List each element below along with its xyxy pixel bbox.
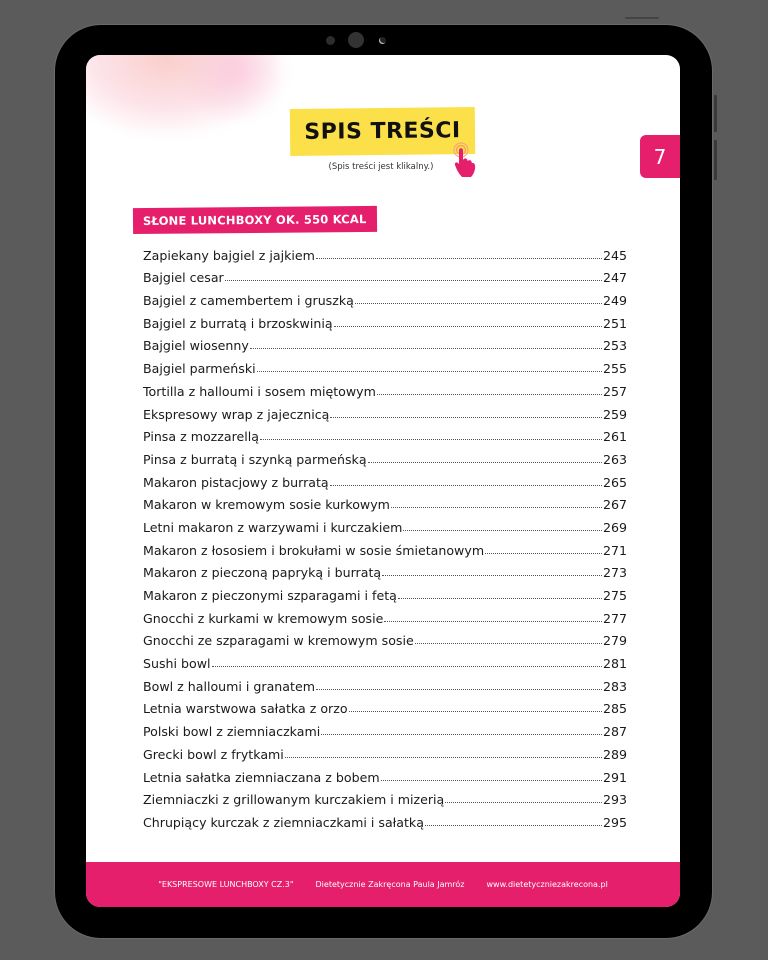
- toc-page-number: 245: [602, 247, 627, 263]
- page-title: SPIS TREŚCI: [304, 118, 461, 145]
- toc-item[interactable]: Polski bowl z ziemniaczkami 287: [143, 724, 627, 740]
- toc-item[interactable]: Bajgiel cesar 247: [143, 270, 627, 286]
- toc-item[interactable]: Bowl z halloumi i granatem 283: [143, 678, 627, 694]
- dot-leader: [330, 485, 602, 486]
- toc-item[interactable]: Makaron z łososiem i brokułami w sosie śmietanowym 271: [143, 542, 627, 558]
- toc-item[interactable]: Makaron pistacjowy z burratą 265: [143, 474, 627, 490]
- table-of-contents: [143, 240, 627, 830]
- toc-item[interactable]: Tortilla z halloumi i sosem miętowym 257: [143, 383, 627, 399]
- toc-page-number: 263: [602, 451, 627, 467]
- toc-page-number: 285: [602, 701, 627, 717]
- dot-leader: [425, 825, 602, 826]
- toc-page-number: 251: [602, 315, 627, 331]
- toc-page-number: 259: [602, 406, 627, 422]
- hand-pointer-icon: [452, 142, 478, 180]
- dot-leader: [250, 348, 602, 349]
- document-page: [86, 55, 680, 907]
- page-number-tab: 7: [640, 135, 680, 178]
- dot-leader: [382, 575, 602, 576]
- dot-leader: [212, 666, 602, 667]
- toc-item[interactable]: Bajgiel z burratą i brzoskwinią 251: [143, 315, 627, 331]
- dot-leader: [260, 439, 602, 440]
- toc-item[interactable]: Bajgiel wiosenny 253: [143, 338, 627, 354]
- dot-leader: [391, 507, 602, 508]
- page-subtitle: (Spis treści jest klikalny.): [328, 162, 434, 172]
- dot-leader: [225, 280, 602, 281]
- toc-item[interactable]: Letnia sałatka ziemniaczana z bobem 291: [143, 769, 627, 785]
- toc-page-number: 267: [602, 497, 627, 513]
- toc-item[interactable]: Makaron z pieczoną papryką i burratą 273: [143, 565, 627, 581]
- dot-leader: [321, 734, 602, 735]
- toc-page-number: 295: [602, 814, 627, 830]
- watercolor-decoration-2: [181, 55, 291, 125]
- toc-page-number: 265: [602, 474, 627, 490]
- toc-page-number: 257: [602, 383, 627, 399]
- footer-author: Dietetycznie Zakręcona Paula Jamróz: [315, 880, 465, 889]
- dot-leader: [334, 326, 602, 327]
- toc-page-number: 281: [602, 656, 627, 672]
- toc-item[interactable]: Zapiekany bajgiel z jajkiem 245: [143, 247, 627, 263]
- dot-leader: [330, 417, 602, 418]
- title-banner: [290, 107, 475, 156]
- light-sensor-icon: [379, 37, 386, 44]
- toc-page-number: 277: [602, 610, 627, 626]
- section-heading: SŁONE LUNCHBOXY OK. 550 KCAL: [133, 206, 377, 234]
- tablet-volume-up-button: [714, 95, 717, 132]
- tablet-top-button: [625, 17, 659, 19]
- dot-leader: [349, 711, 602, 712]
- page-footer: [86, 862, 680, 907]
- footer-book-title: "EKSPRESOWE LUNCHBOXY CZ.3": [158, 880, 294, 889]
- toc-item[interactable]: Ziemniaczki z grillowanym kurczakiem i mizerią 293: [143, 792, 627, 808]
- toc-item[interactable]: Gnocchi ze szparagami w kremowym sosie 279: [143, 633, 627, 649]
- toc-item[interactable]: Bajgiel z camembertem i gruszką 249: [143, 293, 627, 309]
- toc-item[interactable]: Chrupiący kurczak z ziemniaczkami i sałatką 295: [143, 814, 627, 830]
- toc-item[interactable]: Letnia warstwowa sałatka z orzo 285: [143, 701, 627, 717]
- toc-page-number: 271: [602, 542, 627, 558]
- toc-item[interactable]: Sushi bowl 281: [143, 656, 627, 672]
- dot-leader: [445, 802, 602, 803]
- toc-item[interactable]: Ekspresowy wrap z jajecznicą 259: [143, 406, 627, 422]
- dot-leader: [384, 621, 602, 622]
- toc-page-number: 249: [602, 293, 627, 309]
- toc-item[interactable]: Bajgiel parmeński 255: [143, 361, 627, 377]
- dot-leader: [285, 757, 602, 758]
- toc-page-number: 273: [602, 565, 627, 581]
- dot-leader: [316, 258, 602, 259]
- toc-page-number: 255: [602, 361, 627, 377]
- tablet-volume-down-button: [714, 140, 717, 180]
- dot-leader: [257, 371, 602, 372]
- toc-page-number: 253: [602, 338, 627, 354]
- dot-leader: [398, 598, 602, 599]
- toc-item[interactable]: Pinsa z burratą i szynką parmeńską 263: [143, 451, 627, 467]
- dot-leader: [485, 553, 602, 554]
- toc-page-number: 261: [602, 429, 627, 445]
- toc-item[interactable]: Pinsa z mozzarellą 261: [143, 429, 627, 445]
- toc-item[interactable]: Grecki bowl z frytkami 289: [143, 746, 627, 762]
- toc-page-number: 293: [602, 792, 627, 808]
- toc-page-number: 269: [602, 519, 627, 535]
- dot-leader: [403, 530, 602, 531]
- dot-leader: [377, 394, 602, 395]
- toc-page-number: 275: [602, 588, 627, 603]
- dot-leader: [355, 303, 602, 304]
- toc-page-number: 291: [602, 769, 627, 785]
- toc-page-number: 279: [602, 633, 627, 649]
- footer-website[interactable]: www.dietetyczniezakrecona.pl: [486, 880, 608, 889]
- dot-leader: [368, 462, 602, 463]
- dot-leader: [316, 689, 602, 690]
- toc-item[interactable]: Makaron w kremowym sosie kurkowym 267: [143, 497, 627, 513]
- toc-page-number: 247: [602, 270, 627, 286]
- toc-item[interactable]: Makaron z pieczonymi szparagami i fetą 275: [143, 588, 627, 603]
- toc-item[interactable]: Letni makaron z warzywami i kurczakiem 269: [143, 519, 627, 535]
- toc-item[interactable]: Gnocchi z kurkami w kremowym sosie 277: [143, 610, 627, 626]
- dot-leader: [415, 643, 602, 644]
- camera-icon: [348, 32, 364, 48]
- toc-page-number: 289: [602, 746, 627, 762]
- sensor-icon: [326, 36, 335, 45]
- toc-page-number: 283: [602, 678, 627, 694]
- toc-page-number: 287: [602, 724, 627, 740]
- dot-leader: [381, 780, 602, 781]
